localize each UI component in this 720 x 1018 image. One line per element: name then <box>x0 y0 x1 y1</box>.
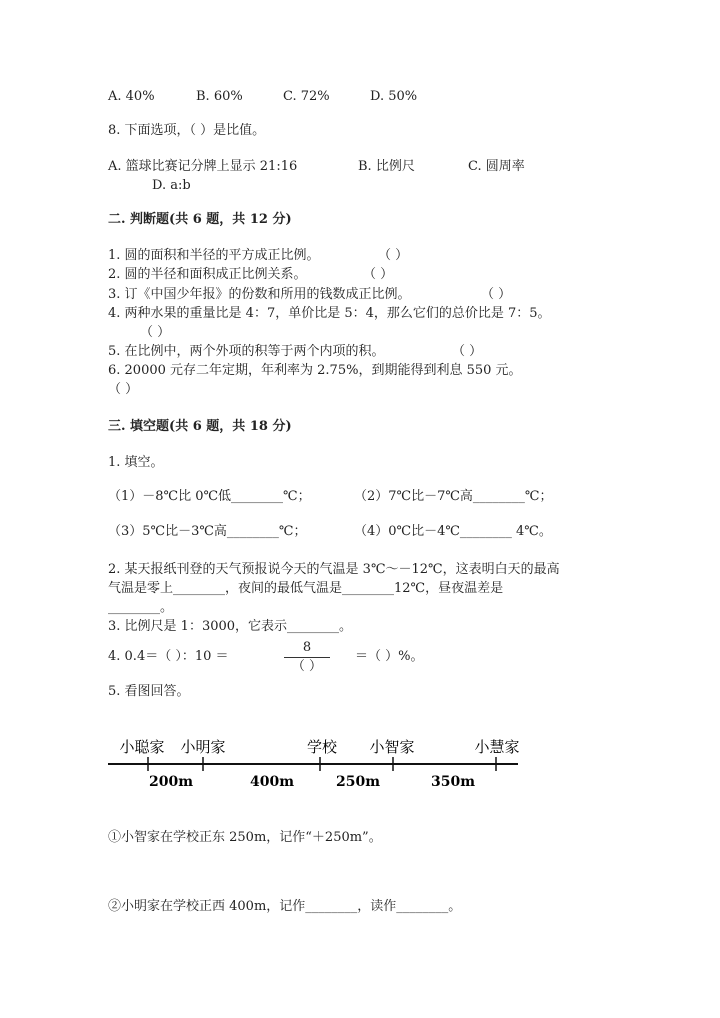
judge-paren-6: （ ） <box>108 382 139 397</box>
fill-q2-line3: ________。 <box>108 600 174 615</box>
judge-item-6: 6. 20000 元存二年定期，年利率为 2.75%，到期能得到利息 550 元。 <box>108 363 522 378</box>
place-label-xiaoming: 小明家 <box>180 738 226 756</box>
fill-q4-right: ＝（ ）%。 <box>355 649 424 664</box>
section3-title: 三. 填空题(共 6 题，共 18 分) <box>108 419 292 434</box>
q8-option-a: A. 篮球比赛记分牌上显示 21:16 <box>108 159 298 174</box>
q7-option-b: B. 60% <box>196 89 243 104</box>
judge-paren-1: （ ） <box>378 248 409 263</box>
distance-label-1: 200m <box>148 774 194 790</box>
distance-label-4: 350m <box>430 774 476 790</box>
place-label-xiaocong: 小聪家 <box>119 738 165 756</box>
fill-q4-left: 4. 0.4＝（ ）：10 ＝ <box>108 649 229 664</box>
fraction-denominator: （ ） <box>291 659 323 674</box>
fill-q5-sub1: ①小智家在学校正东 250m，记作“＋250m”。 <box>108 830 382 845</box>
fill-q5-sub2: ②小明家在学校正西 400m，记作________，读作________。 <box>108 899 462 914</box>
distance-label-2: 400m <box>249 774 295 790</box>
judge-item-4: 4. 两种水果的重量比是 4：7，单价比是 5：4，那么它们的总价比是 7：5。 <box>108 306 551 321</box>
q7-option-d: D. 50% <box>370 89 418 104</box>
judge-paren-4: （ ） <box>140 325 171 340</box>
q7-option-c: C. 72% <box>283 89 330 104</box>
judge-item-2: 2. 圆的半径和面积成正比例关系。 <box>108 267 307 282</box>
judge-paren-5: （ ） <box>452 344 483 359</box>
fill-q1-part3: （3）5℃比－3℃高________℃； <box>108 524 307 539</box>
judge-paren-3: （ ） <box>481 287 512 302</box>
judge-item-5: 5. 在比例中，两个外项的积等于两个内项的积。 <box>108 344 385 359</box>
fill-q1-part1: （1）－8℃比 0℃低________℃； <box>108 489 311 504</box>
fill-q2-line1: 2. 某天报纸刊登的天气预报说今天的气温是 3℃～－12℃，这表明白天的最高 <box>108 562 560 577</box>
fill-q5-stem: 5. 看图回答。 <box>108 684 190 699</box>
fill-q3: 3. 比例尺是 1：3000，它表示________。 <box>108 619 353 634</box>
distance-label-3: 250m <box>335 774 381 790</box>
place-label-xiaozhi: 小智家 <box>369 738 415 756</box>
distance-number-line <box>108 730 528 800</box>
q8-option-d: D. a:b <box>152 178 191 193</box>
place-label-xiaohui: 小慧家 <box>474 738 520 756</box>
q8-option-c: C. 圆周率 <box>468 159 525 174</box>
fill-q2-line2: 气温是零上________，夜间的最低气温是________12℃，昼夜温差是 <box>108 581 504 596</box>
q8-option-b: B. 比例尺 <box>358 159 415 174</box>
judge-item-3: 3. 订《中国少年报》的份数和所用的钱数成正比例。 <box>108 287 411 302</box>
section2-title: 二. 判断题(共 6 题，共 12 分) <box>108 212 292 227</box>
fill-q1-part4: （4）0℃比－4℃________ 4℃。 <box>354 524 552 539</box>
fraction-bar <box>284 657 330 658</box>
judge-paren-2: （ ） <box>363 267 394 282</box>
judge-item-1: 1. 圆的面积和半径的平方成正比例。 <box>108 248 320 263</box>
fill-q4-fraction <box>282 640 332 675</box>
q8-stem: 8. 下面选项，（ ）是比值。 <box>108 123 266 138</box>
q7-option-a: A. 40% <box>108 89 155 104</box>
fill-q1-part2: （2）7℃比－7℃高________℃； <box>354 489 553 504</box>
fill-q1-stem: 1. 填空。 <box>108 455 164 470</box>
place-label-school: 学校 <box>306 738 338 756</box>
fraction-numerator: 8 <box>302 640 312 655</box>
